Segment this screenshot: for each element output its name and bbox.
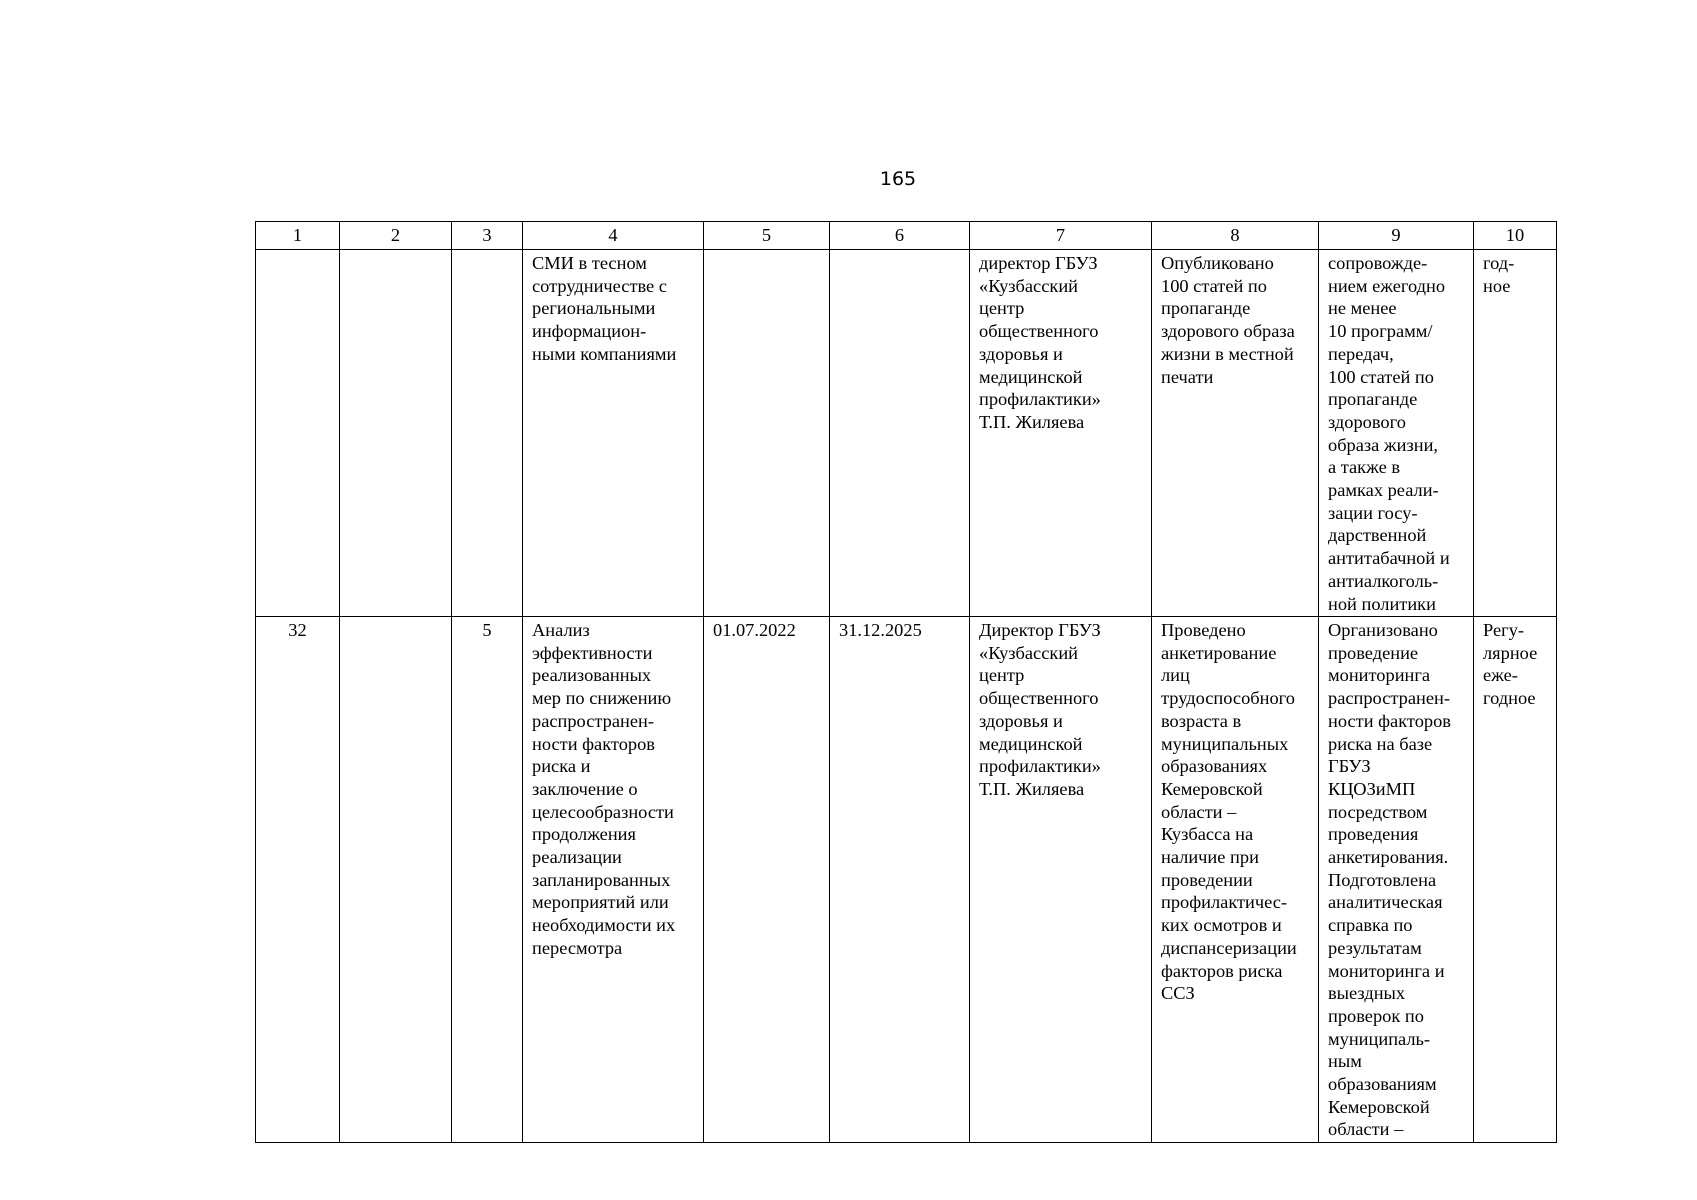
cell-text-line: центр xyxy=(979,298,1025,319)
cell-text-line: реализации xyxy=(532,847,622,868)
cell-activity xyxy=(523,250,704,617)
cell-text-line: передач, xyxy=(1328,343,1394,364)
cell-text-line: общественного xyxy=(979,321,1099,342)
cell-text-line: антитабачной и xyxy=(1328,548,1450,569)
cell-text-line: «Кузбасский xyxy=(979,642,1079,663)
cell-text-line: общественного xyxy=(979,688,1099,709)
cell-result xyxy=(1152,617,1319,1143)
cell-col3: 5 xyxy=(452,617,523,1143)
cell-text-line: ких осмотров и xyxy=(1161,915,1282,936)
cell-text-line: посредством xyxy=(1328,801,1428,822)
cell-text-line: Подготовлена xyxy=(1328,869,1437,890)
col-header: 9 xyxy=(1319,222,1474,250)
cell-text-line: профилактичес- xyxy=(1161,892,1288,913)
cell-text-line: лиц xyxy=(1161,665,1190,686)
cell-text-line: 100 статей по xyxy=(1161,275,1267,296)
cell-text-line: здорового xyxy=(1328,411,1406,432)
cell-end-date xyxy=(830,250,970,617)
cell-text-line: здоровья и xyxy=(979,710,1063,731)
cell-text-line: здорового образа xyxy=(1161,321,1295,342)
cell-text-line: региональными xyxy=(532,298,656,319)
cell-text-line: трудоспособного xyxy=(1161,688,1295,709)
col-header: 4 xyxy=(523,222,704,250)
cell-responsible xyxy=(970,617,1152,1143)
cell-text-line: заключение о xyxy=(532,778,638,799)
cell-text-line: год- xyxy=(1483,253,1515,273)
cell-text-line: ности факторов xyxy=(1328,710,1451,731)
col-header: 6 xyxy=(830,222,970,250)
cell-text-line: «Кузбасский xyxy=(979,275,1079,296)
cell-text-line: директор ГБУЗ xyxy=(979,253,1098,273)
cell-text-line: Кузбасса на xyxy=(1161,824,1254,845)
cell-text-line: проведение xyxy=(1328,642,1419,663)
cell-text-line: здоровья и xyxy=(979,343,1063,364)
cell-text-line: ССЗ xyxy=(1161,983,1195,1004)
cell-result xyxy=(1152,250,1319,617)
cell-text-line: образованиях xyxy=(1161,756,1268,777)
cell-text-line: печати xyxy=(1161,366,1214,387)
cell-text-line: жизни в местной xyxy=(1161,343,1294,364)
cell-activity xyxy=(523,617,704,1143)
cell-text-line: выездных xyxy=(1328,983,1406,1004)
cell-text-line: мониторинга и xyxy=(1328,960,1445,981)
table-row xyxy=(256,617,1557,1143)
cell-text-line: нием ежегодно xyxy=(1328,275,1446,296)
cell-text-line: ными компаниями xyxy=(532,343,677,364)
cell-text-line: ной политики xyxy=(1328,593,1436,614)
cell-text-line: дарственной xyxy=(1328,525,1427,546)
col-header: 10 xyxy=(1474,222,1557,250)
cell-text-line: лярное xyxy=(1483,642,1538,663)
cell-text-line: СМИ в тесном xyxy=(532,253,647,273)
cell-col3 xyxy=(452,250,523,617)
page-number: 165 xyxy=(879,168,917,190)
cell-outcome xyxy=(1319,250,1474,617)
cell-text-line: мер по снижению xyxy=(532,688,672,709)
cell-text-line: пропаганде xyxy=(1328,389,1418,410)
cell-start-date xyxy=(704,250,830,617)
cell-text-line: Т.П. Жиляева xyxy=(979,411,1085,432)
cell-text-line: 100 статей по xyxy=(1328,366,1434,387)
cell-text-line: справка по xyxy=(1328,915,1413,936)
cell-text-line: области – xyxy=(1328,1119,1404,1140)
cell-text-line: эффективности xyxy=(532,642,653,663)
col-header: 7 xyxy=(970,222,1152,250)
cell-text-line: мониторинга xyxy=(1328,665,1431,686)
cell-text-line: целесообразности xyxy=(532,801,674,822)
cell-text-line: ным xyxy=(1328,1051,1362,1072)
cell-text-line: мероприятий или xyxy=(532,892,669,913)
cell-text-line: реализованных xyxy=(532,665,652,686)
cell-col2 xyxy=(340,617,452,1143)
cell-text-line: диспансеризации xyxy=(1161,937,1297,958)
cell-text-line: информацион- xyxy=(532,321,647,342)
cell-text-line: Опубликовано xyxy=(1161,253,1274,273)
cell-text-line: еже- xyxy=(1483,665,1518,686)
table-row xyxy=(256,250,1557,617)
cell-text-line: проведения xyxy=(1328,824,1419,845)
col-header: 5 xyxy=(704,222,830,250)
cell-col2 xyxy=(340,250,452,617)
cell-text-line: годное xyxy=(1483,688,1536,709)
cell-text-line: необходимости их xyxy=(532,915,676,936)
cell-text-line: образованиям xyxy=(1328,1074,1437,1095)
col-header: 1 xyxy=(256,222,340,250)
cell-text-line: Организовано xyxy=(1328,620,1438,640)
cell-text-line: пропаганде xyxy=(1161,298,1251,319)
cell-text-line: муниципальных xyxy=(1161,733,1289,754)
cell-text-line: сопровожде- xyxy=(1328,253,1428,273)
cell-text-line: КЦОЗиМП xyxy=(1328,778,1416,799)
cell-text-line: возраста в xyxy=(1161,710,1242,731)
cell-text-line: наличие при xyxy=(1161,847,1259,868)
cell-text-line: проверок по xyxy=(1328,1005,1424,1026)
cell-text-line: продолжения xyxy=(532,824,636,845)
cell-text-line: аналитическая xyxy=(1328,892,1443,913)
cell-text-line: Проведено xyxy=(1161,620,1246,640)
cell-text-line: зации госу- xyxy=(1328,502,1418,523)
cell-text-line: рамках реали- xyxy=(1328,480,1439,501)
cell-text-line: анкетирования. xyxy=(1328,847,1449,868)
cell-text-line: ГБУЗ xyxy=(1328,756,1371,777)
cell-text-line: анкетирование xyxy=(1161,642,1277,663)
cell-text-line: ности факторов xyxy=(532,733,655,754)
cell-text-line: Кемеровской xyxy=(1328,1096,1430,1117)
col-header: 3 xyxy=(452,222,523,250)
plan-table xyxy=(255,221,1557,1143)
cell-frequency xyxy=(1474,617,1557,1143)
cell-text-line: а также в xyxy=(1328,457,1401,478)
cell-text-line: распространен- xyxy=(532,710,654,731)
cell-text-line: факторов риска xyxy=(1161,960,1283,981)
cell-text-line: области – xyxy=(1161,801,1237,822)
cell-text-line: антиалкоголь- xyxy=(1328,570,1439,591)
cell-text-line: медицинской xyxy=(979,733,1083,754)
cell-text-line: профилактики» xyxy=(979,389,1101,410)
cell-text-line: 10 программ/ xyxy=(1328,321,1433,342)
cell-number: 32 xyxy=(256,617,340,1143)
cell-text-line: проведении xyxy=(1161,869,1253,890)
col-header: 2 xyxy=(340,222,452,250)
cell-end-date: 31.12.2025 xyxy=(830,617,970,1143)
cell-text-line: Т.П. Жиляева xyxy=(979,778,1085,799)
cell-text-line: Директор ГБУЗ xyxy=(979,620,1101,640)
cell-text-line: Регу- xyxy=(1483,620,1525,640)
cell-text-line: Кемеровской xyxy=(1161,778,1263,799)
cell-start-date: 01.07.2022 xyxy=(704,617,830,1143)
cell-text-line: ное xyxy=(1483,275,1511,296)
cell-text-line: профилактики» xyxy=(979,756,1101,777)
cell-text-line: муниципаль- xyxy=(1328,1028,1431,1049)
column-number-row xyxy=(256,222,1557,250)
cell-text-line: сотрудничестве с xyxy=(532,275,667,296)
cell-text-line: не менее xyxy=(1328,298,1397,319)
cell-frequency xyxy=(1474,250,1557,617)
cell-text-line: Анализ xyxy=(532,620,590,640)
cell-text-line: распространен- xyxy=(1328,688,1450,709)
cell-text-line: медицинской xyxy=(979,366,1083,387)
cell-text-line: пересмотра xyxy=(532,937,623,958)
col-header: 8 xyxy=(1152,222,1319,250)
cell-text-line: центр xyxy=(979,665,1025,686)
cell-text-line: риска на базе xyxy=(1328,733,1433,754)
cell-text-line: запланированных xyxy=(532,869,671,890)
cell-number xyxy=(256,250,340,617)
cell-responsible xyxy=(970,250,1152,617)
cell-text-line: результатам xyxy=(1328,937,1422,958)
cell-text-line: риска и xyxy=(532,756,591,777)
cell-text-line: образа жизни, xyxy=(1328,434,1439,455)
cell-outcome xyxy=(1319,617,1474,1143)
